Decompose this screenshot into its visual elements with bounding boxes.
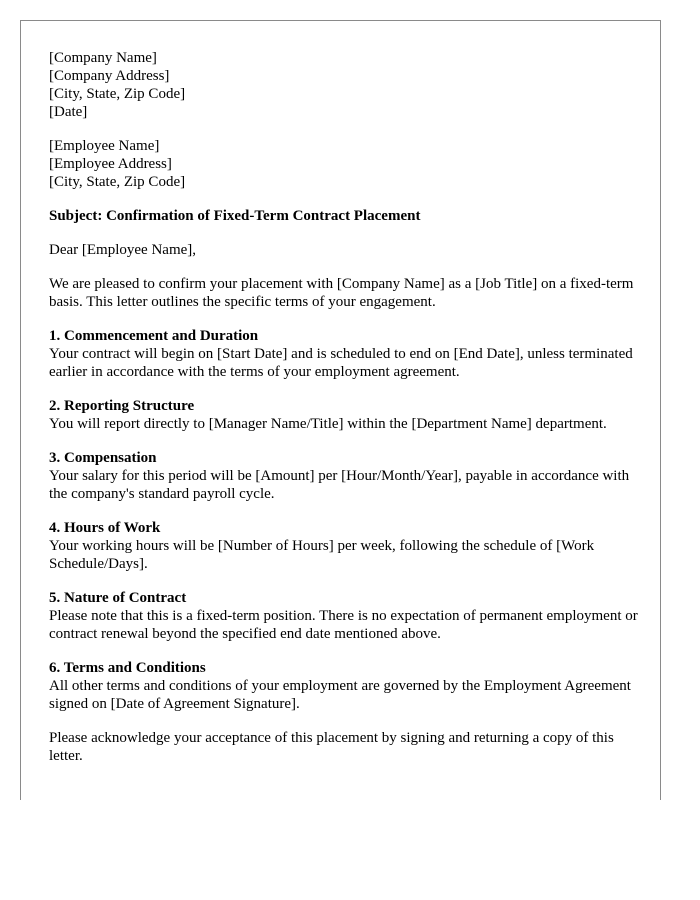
section-title: 5. Nature of Contract [49,590,187,606]
section-title: 4. Hours of Work [49,520,161,536]
intro-paragraph: We are pleased to confirm your placement with [Company Name] as a [Job Title] on a fixed-term basis. This letter outlines the specific terms of your engagement. [49,276,634,310]
letter-page [20,20,661,800]
sender-address-block [49,49,639,121]
section-body: You will report directly to [Manager Name/Title] within the [Department Name] department. [49,416,607,432]
section-title: 2. Reporting Structure [49,398,195,414]
salutation: Dear [Employee Name], [49,242,197,258]
recipient-name: [Employee Name] [49,138,160,154]
letter-body [49,49,639,781]
section-body: Please note that this is a fixed-term position. There is no expectation of permanent employment or contract renewal beyond the specified end date mentioned above. [49,608,638,642]
sender-city-state-zip: [City, State, Zip Code] [49,86,186,102]
section-commencement [49,327,639,381]
section-body: Your contract will begin on [Start Date] and is scheduled to end on [End Date], unless terminated earlier in accordance with the terms of your employment agreement. [49,346,633,380]
section-reporting [49,397,639,433]
closing-paragraph: Please acknowledge your acceptance of this placement by signing and returning a copy of this letter. [49,730,614,764]
recipient-city-state-zip: [City, State, Zip Code] [49,174,186,190]
sender-company-name: [Company Name] [49,50,157,66]
letter-date: [Date] [49,104,88,120]
section-body: Your working hours will be [Number of Hours] per week, following the schedule of [Work Schedule/Days]. [49,538,595,572]
section-terms [49,659,639,713]
sender-company-address: [Company Address] [49,68,170,84]
recipient-address-block [49,137,639,191]
section-title: 6. Terms and Conditions [49,660,206,676]
letter-subject: Subject: Confirmation of Fixed-Term Contract Placement [49,208,421,224]
section-body: Your salary for this period will be [Amount] per [Hour/Month/Year], payable in accordance with the company's standard payroll cycle. [49,468,630,502]
section-title: 1. Commencement and Duration [49,328,259,344]
section-title: 3. Compensation [49,450,157,466]
recipient-address: [Employee Address] [49,156,172,172]
section-nature [49,589,639,643]
section-hours [49,519,639,573]
section-body: All other terms and conditions of your employment are governed by the Employment Agreement signed on [Date of Agreement Signature]. [49,678,631,712]
section-compensation [49,449,639,503]
